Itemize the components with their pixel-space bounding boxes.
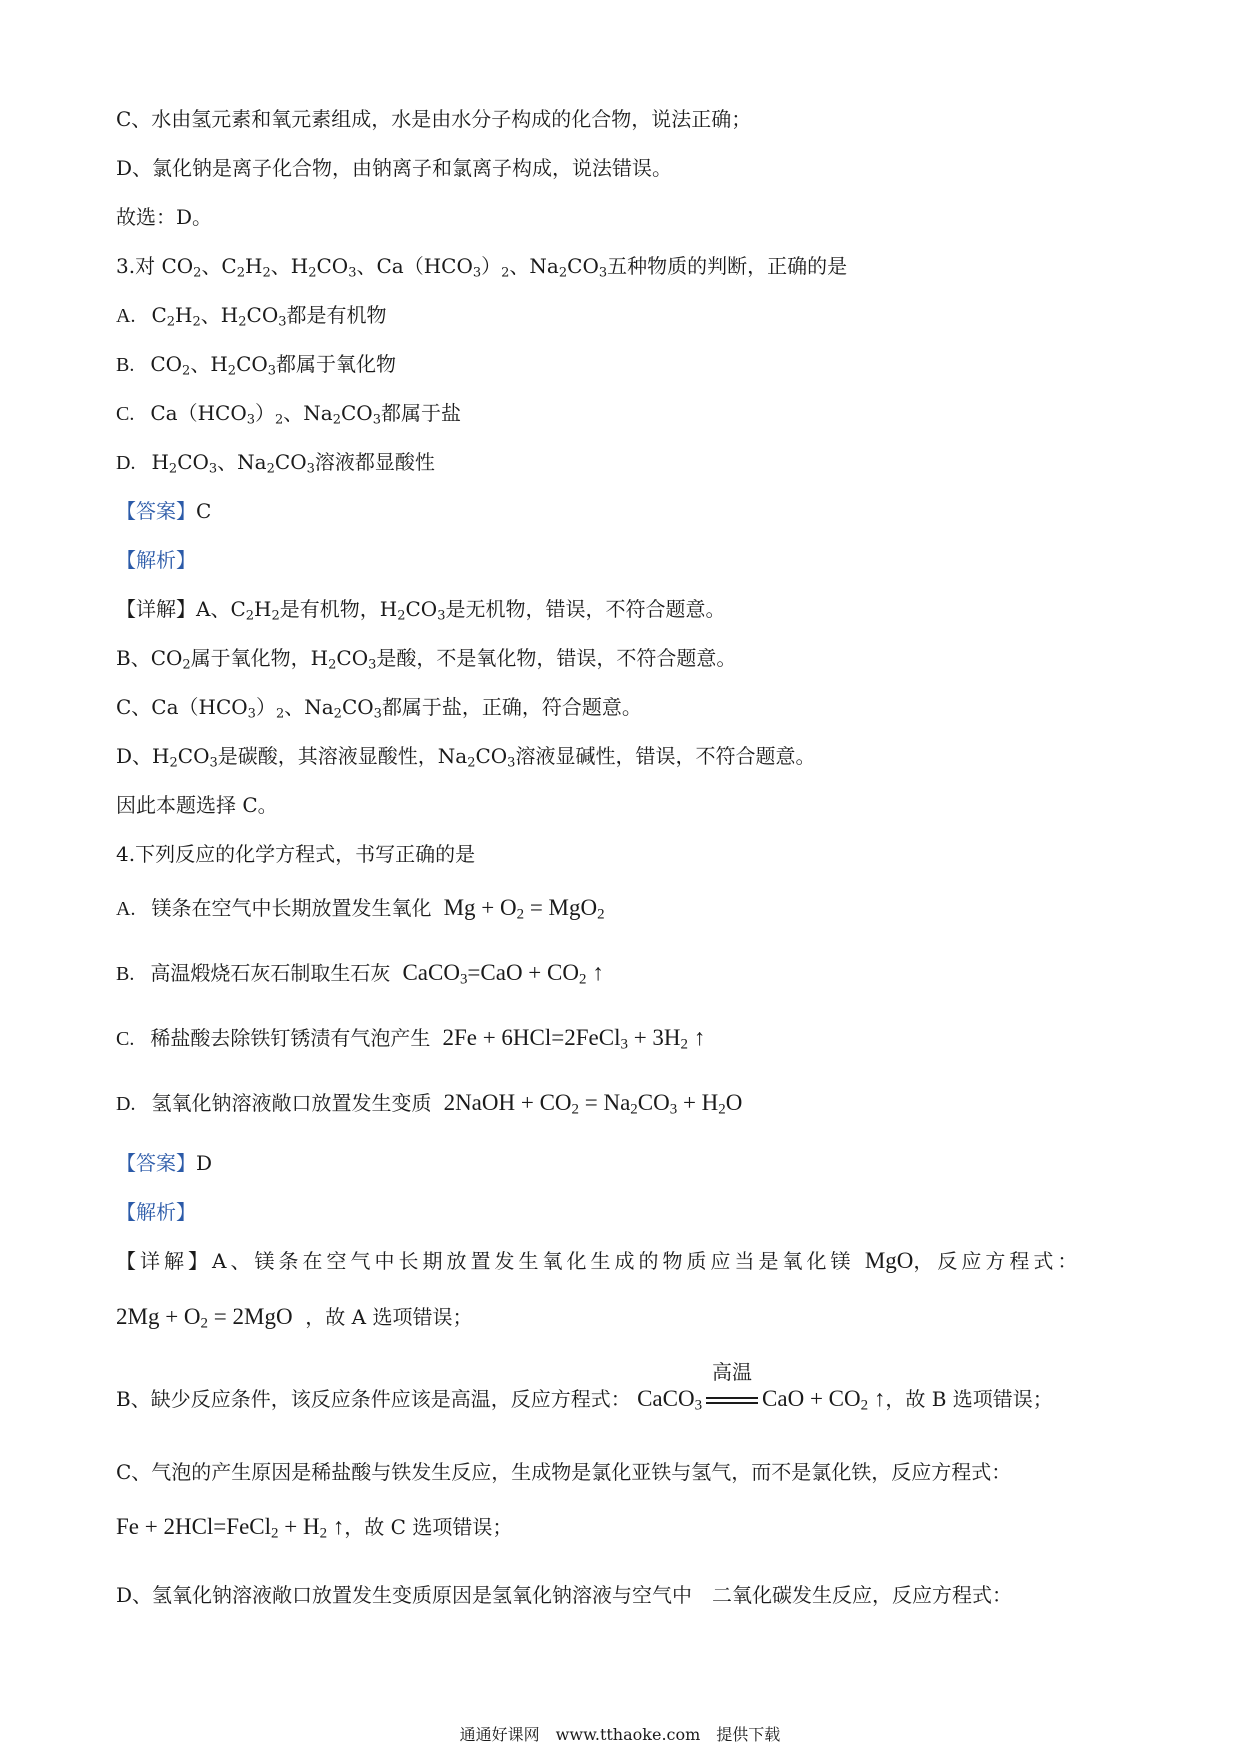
option-3b: B. $CO_2$、$H_2CO_3$都属于氧化物 — [116, 352, 397, 379]
detail-4a: 【详解】A、镁条在空气中长期放置发生氧化生成的物质应当是氧化镁 MgO，反应方程式： — [116, 1248, 1082, 1273]
question-4: 4.下列反应的化学方程式，书写正确的是 — [116, 842, 476, 866]
answer-4: 【答案】D — [116, 1151, 213, 1175]
text-line-2: D、氯化钠是离子化合物，由钠离子和氯离子构成，说法错误。 — [116, 156, 673, 180]
detail-3b: B、$CO_2$属于氧化物，$H_2CO_3$是酸，不是氧化物，错误，不符合题意。 — [116, 646, 737, 673]
option-4d: D. 氢氧化钠溶液敞口放置发生变质 2NaOH + $CO_2 = Na_2CO_3 + H_2O$ — [116, 1090, 743, 1118]
equation-4a-correct: $2Mg + O_2 = 2MgO$ — [116, 1304, 293, 1332]
option-4c: C. 稀盐酸去除铁钉锈渍有气泡产生 2Fe + 6HCl=2FeCl$_3$ + $3H_2$ ↑ — [116, 1025, 706, 1053]
detail-3c: C、$Ca(HCO_3)_2$、$Na_2CO_3$都属于盐，正确，符合题意。 — [116, 695, 642, 722]
detail-4c: C、气泡的产生原因是稀盐酸与铁发生反应，生成物是氯化亚铁与氢气，而不是氯化铁，反应方程式： — [116, 1460, 1012, 1484]
text-line-3: 故选：D。 — [116, 205, 213, 229]
question-3: 3.对 $CO_2$、$C_2H_2$、$H_2CO_3$、$Ca(HCO_3)_2$、$Na_2CO_3$五种物质的判断，正确的是 — [116, 254, 848, 281]
equation-4c-correct: Fe + 2HCl=FeCl$_2$ + $H_2$ ↑ — [116, 1514, 345, 1542]
detail-4c-equation: Fe + 2HCl=FeCl$_2$ + $H_2$ ↑，故 C 选项错误； — [116, 1514, 513, 1542]
option-3a: A. $C_2H_2$、$H_2CO_3$都是有机物 — [116, 303, 387, 330]
detail-4a-equation: $2Mg + O_2 = 2MgO$ ，故 A 选项错误； — [116, 1304, 473, 1332]
analysis-4-heading: 【解析】 — [116, 1200, 196, 1224]
equation-4c: 2Fe + 6HCl=2FeCl$_3$ + $3H_2$ ↑ — [436, 1025, 706, 1053]
option-4b: B. 高温煅烧石灰石制取生石灰 CaCO$_3$=CaO + $CO_2$ ↑ — [116, 960, 604, 988]
detail-4d: D、氢氧化钠溶液敞口放置发生变质原因是氢氧化钠溶液与空气中 二氧化碳发生反应，反应方程式： — [116, 1583, 1013, 1607]
detail-3a: 【详解】A、$C_2H_2$是有机物，$H_2CO_3$是无机物，错误，不符合题意。 — [116, 597, 726, 624]
text-line-1: C、水由氢元素和氧元素组成，水是由水分子构成的化合物，说法正确； — [116, 107, 752, 131]
option-3c: C. $Ca(HCO_3)_2$、$Na_2CO_3$都属于盐 — [116, 401, 461, 428]
equation-4b: CaCO$_3$=CaO + $CO_2$ ↑ — [396, 960, 604, 988]
option-3d: D. $H_2CO_3$、$Na_2CO_3$溶液都显酸性 — [116, 450, 435, 477]
analysis-3-heading: 【解析】 — [116, 548, 196, 572]
conclusion-3: 因此本题选择 C。 — [116, 793, 278, 817]
detail-3d: D、$H_2CO_3$是碳酸，其溶液显酸性，$Na_2CO_3$溶液显碱性，错误，不符合题意。 — [116, 744, 816, 771]
answer-3: 【答案】C — [116, 499, 212, 523]
page-footer: 通通好课网 www.tthaoke.com 提供下载 — [459, 1725, 781, 1744]
equation-4b-correct: CaCO$_3$ 高温 CaO + $CO_2$ ↑ — [637, 1362, 886, 1414]
detail-4b: B、缺少反应条件，该反应条件应该是高温，反应方程式： CaCO$_3$ 高温 CaO + $CO_2$ ↑，故 B 选项错误； — [116, 1362, 1053, 1414]
equation-4d: 2NaOH + $CO_2 = Na_2CO_3 + H_2O$ — [437, 1090, 743, 1118]
option-4a: A. 镁条在空气中长期放置发生氧化 $Mg + O_2 = MgO_2$ — [116, 895, 605, 923]
equation-4a: $Mg + O_2 = MgO_2$ — [437, 895, 605, 923]
